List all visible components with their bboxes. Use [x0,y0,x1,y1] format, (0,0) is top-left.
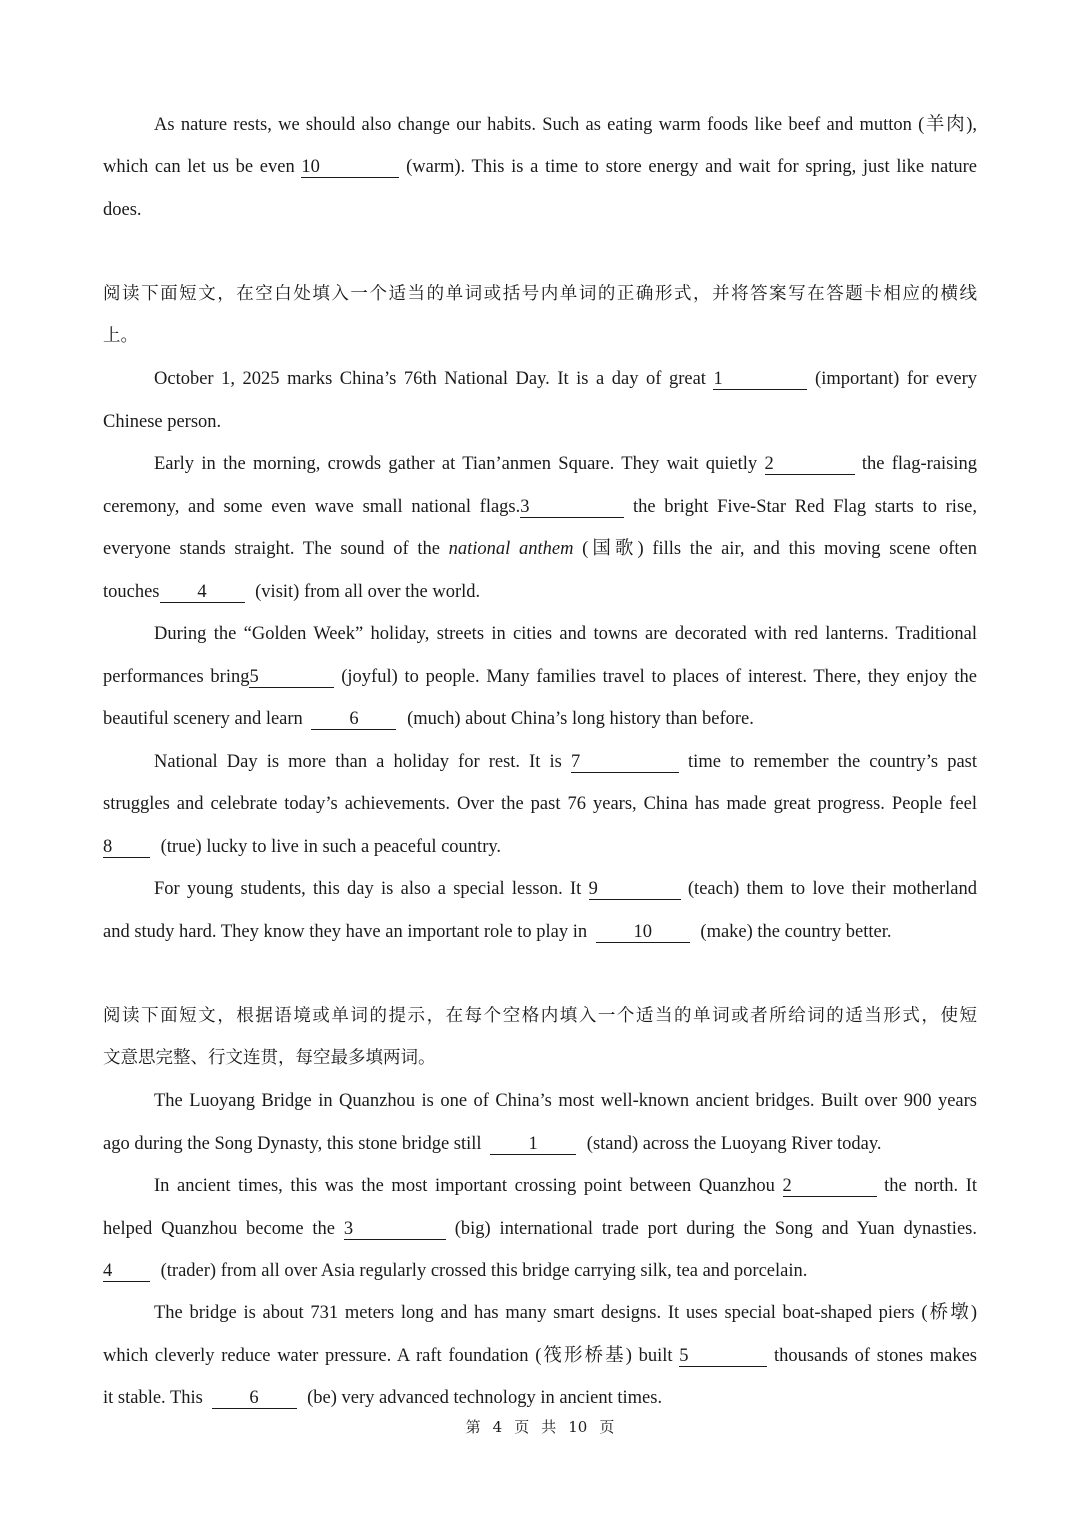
text: performances bring [103,667,250,687]
text: ago during the Song Dynasty, this stone bridge still [103,1134,482,1154]
answer-blank[interactable]: 8 [103,837,150,858]
paragraph-line [154,1089,977,1113]
answer-blank[interactable]: 3 [344,1219,446,1240]
answer-blank[interactable]: 4 [103,1261,150,1282]
text: (joyful) to people. Many families travel to places of interest. There, they enjoy the [341,667,977,687]
paragraph-line [154,367,977,391]
text: Chinese person. [103,412,222,432]
answer-blank[interactable]: 1 [490,1134,576,1155]
paragraph-line [103,410,977,434]
paragraph-line [154,1174,977,1198]
text: (stand) across the Luoyang River today. [586,1134,882,1154]
paragraph-line [103,1217,977,1241]
paragraph-line [103,1259,977,1283]
answer-blank[interactable]: 4 [160,582,245,603]
text: and study hard. They know they have an important role to play in [103,922,588,942]
text: (big) international trade port during the Song and Yuan dynasties. [454,1219,977,1239]
footer-text: 共 [541,1418,557,1436]
text: touches [103,582,160,602]
text: (teach) them to love their motherland [687,879,978,899]
instruction-line [103,324,977,348]
answer-blank[interactable]: 9 [589,879,681,900]
instruction-text: 阅读下面短文，根据语境或单词的提示，在每个空格内填入一个适当的单词或者所给词的适当形式，使短 [103,1006,977,1026]
text: National Day is more than a holiday for rest. It is [154,752,562,772]
paragraph-line [103,198,977,222]
instruction-text: 阅读下面短文，在空白处填入一个适当的单词或括号内单词的正确形式，并将答案写在答题卡相应的横线 [103,284,977,304]
answer-blank[interactable]: 10 [301,157,399,178]
text: the flag-raising [861,454,978,474]
text: (important) for every [815,369,978,389]
paragraph-line [103,155,977,179]
footer-text: 第 [465,1418,481,1436]
text: thousands of stones makes [773,1346,977,1366]
answer-blank[interactable]: 1 [713,369,807,390]
answer-blank[interactable]: 10 [596,922,690,943]
paragraph-line [103,920,977,944]
total-pages: 10 [568,1418,588,1436]
text: beautiful scenery and learn [103,709,303,729]
answer-blank[interactable]: 5 [249,667,334,688]
text: (trader) from all over Asia regularly crossed this bridge carrying silk, tea and porcelain. [160,1261,808,1281]
text: it stable. This [103,1388,203,1408]
text: (warm). This is a time to store energy and wait for spring, just like nature [406,157,977,177]
page-number: 4 [492,1418,503,1436]
instruction-text: 文意思完整、行文连贯，每空最多填两词。 [103,1048,436,1068]
answer-blank[interactable]: 7 [571,752,679,773]
paragraph-line [103,792,977,816]
text: (be) very advanced technology in ancient times. [307,1388,663,1408]
text: everyone stands straight. The sound of the [103,539,440,559]
italic-term: national anthem [448,539,574,559]
answer-blank[interactable]: 5 [679,1346,767,1367]
paragraph-line [154,113,977,137]
instruction-text: 上。 [103,326,138,346]
paragraph-line [103,1386,977,1410]
text: (much) about China’s long history than before. [407,709,754,729]
text: the bright Five-Star Red Flag starts to rise, [632,497,977,517]
text: does. [103,200,142,220]
text: In ancient times, this was the most important crossing point between Quanzhou [154,1176,775,1196]
text: For young students, this day is also a special lesson. It [154,879,582,899]
paragraph-line [154,452,977,476]
footer-text: 页 [599,1418,615,1436]
text: During the “Golden Week” holiday, streets in cities and towns are decorated with red lanterns. Traditional [154,624,977,644]
text: The Luoyang Bridge in Quanzhou is one of China’s most well-known ancient bridges. Built over 900 years [154,1091,977,1111]
paragraph-line [103,1132,977,1156]
paragraph-line [154,750,977,774]
text: October 1, 2025 marks China’s 76th National Day. It is a day of great [154,369,706,389]
paragraph-line [103,537,977,561]
instruction-line [103,1046,977,1070]
text: ceremony, and some even wave small national flags. [103,497,521,517]
paragraph-line [154,1301,977,1325]
answer-blank[interactable]: 2 [783,1176,877,1197]
text: struggles and celebrate today’s achievements. Over the past 76 years, China has made great progress. People feel [103,794,977,814]
paragraph-line [103,665,977,689]
text: time to remember the country’s past [688,752,977,772]
text: (true) lucky to live in such a peaceful country. [160,837,502,857]
answer-blank[interactable]: 6 [212,1388,297,1409]
text: Early in the morning, crowds gather at Tian’anmen Square. They wait quietly [154,454,758,474]
text: The bridge is about 731 meters long and has many smart designs. It uses special boat-shaped piers (桥墩) [154,1303,977,1323]
footer-text: 页 [514,1418,530,1436]
text: helped Quanzhou become the [103,1219,336,1239]
text: the north. It [884,1176,978,1196]
text: (make) the country better. [700,922,892,942]
instruction-line [103,1004,977,1028]
page-footer [0,1416,1080,1437]
text: (visit) from all over the world. [255,582,481,602]
answer-blank[interactable]: 3 [520,497,624,518]
answer-blank[interactable]: 2 [765,454,855,475]
answer-blank[interactable]: 6 [311,709,396,730]
paragraph-line [103,707,977,731]
instruction-line [103,282,977,306]
text: which cleverly reduce water pressure. A raft foundation (筏形桥基) built [103,1346,673,1366]
paragraph-line [103,495,977,519]
text: As nature rests, we should also change our habits. Such as eating warm foods like beef and mutton (羊肉), [154,115,977,135]
paragraph-line [154,622,977,646]
paragraph-line [103,1344,977,1368]
paragraph-line [103,835,977,859]
text: (国歌) fills the air, and this moving scene often [582,539,977,559]
paragraph-line [103,580,977,604]
text: which can let us be even [103,157,295,177]
paragraph-line [154,877,977,901]
